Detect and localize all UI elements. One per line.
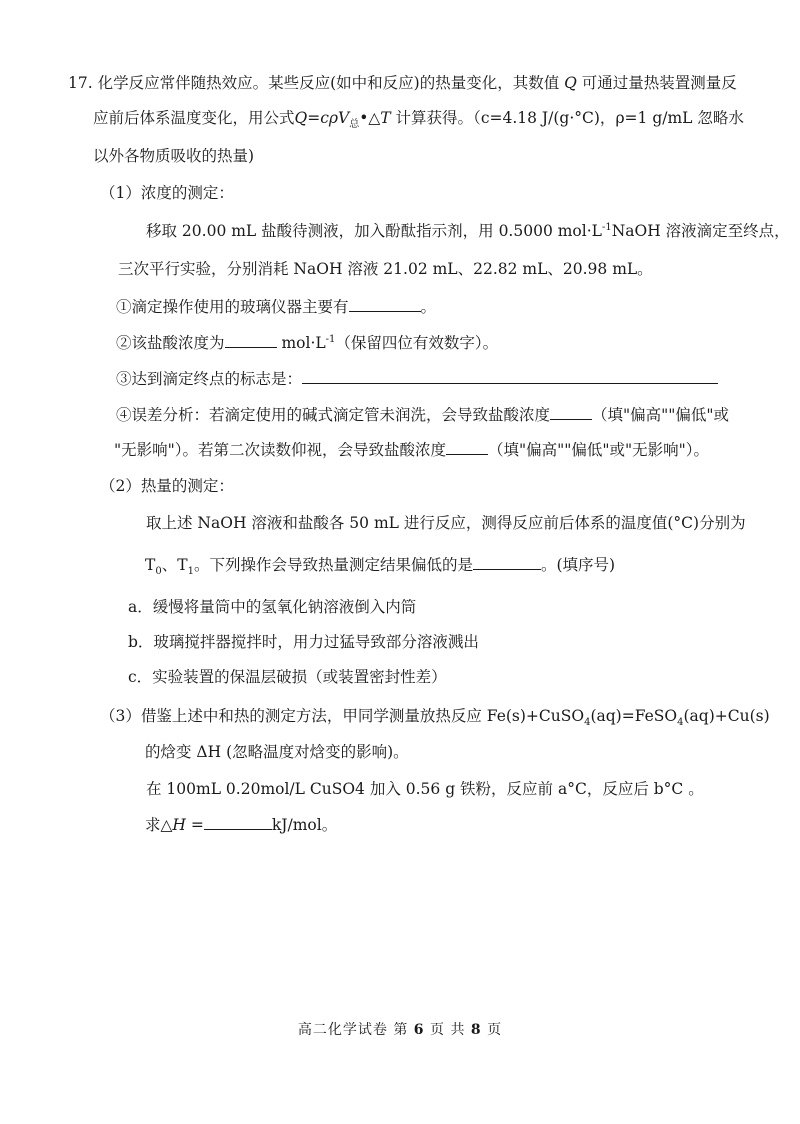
part2-para2: $T_0$、$T_1$。下列操作会导致热量测定结果偏低的是 。(填序号) (145, 556, 616, 578)
part1-sub4-line1: ④误差分析：若滴定使用的碱式滴定管未润洗，会导致盐酸浓度 （填"偏高""偏低"或 (116, 406, 730, 424)
part3-line4: 求△H = kJ/mol。 (145, 816, 338, 834)
answer-blank-error-reading[interactable] (446, 440, 488, 455)
temperature-t0: $T_0$ (145, 556, 162, 578)
part1-title: （1）浓度的测定： (100, 184, 234, 202)
part3-line1: （3）借鉴上述中和热的测定方法，甲同学测量放热反应 Fe(s)+CuSO$_4$(aq)=FeSO$_4$(aq)+Cu(s) (100, 707, 770, 729)
part2-option-b: b．玻璃搅拌器搅拌时，用力过猛导致部分溶液溅出 (128, 633, 479, 651)
density-constant: ρ=1 g/mL (615, 109, 693, 127)
q17-intro-line2: 应前后体系温度变化，用公式Q=cρV$_总$•△T 计算获得。（c=4.18 J/(g·°C)，ρ=1 g/mL 忽略水 (93, 109, 744, 131)
q17-intro-line1: 17. 化学反应常伴随热效应。某些反应(如中和反应)的热量变化，其数值 Q 可通过量热装置测量反 (68, 74, 737, 92)
page-number: 6 (413, 1022, 425, 1038)
part1-sub1: ①滴定操作使用的玻璃仪器主要有 。 (116, 298, 437, 316)
answer-blank-enthalpy[interactable] (204, 815, 272, 830)
part2-title: （2）热量的测定： (100, 477, 234, 495)
page-total: 8 (470, 1022, 482, 1038)
temperature-t1: $T_1$ (177, 556, 194, 578)
part1-para2: 三次平行实验，分别消耗 NaOH 溶液 21.02 mL、22.82 mL、20.98 mL。 (118, 260, 653, 278)
answer-blank-error-rinse[interactable] (550, 405, 592, 420)
part3-line3: 在 100mL 0.20mol/L CuSO4 加入 0.56 g 铁粉，反应前 a°C，反应后 b°C 。 (146, 780, 704, 798)
answer-blank-endpoint[interactable] (302, 369, 718, 384)
part1-para1: 移取 20.00 mL 盐酸待测液，加入酚酞指示剂，用 0.5000 $mol\cdot L^{-1}NaOH$ 溶液滴定至终点， (146, 221, 790, 240)
part2-para1: 取上述 NaOH 溶液和盐酸各 50 mL 进行反应，测得反应前后体系的温度值(°C)分别为 (146, 514, 746, 532)
answer-blank-concentration[interactable] (225, 333, 277, 348)
question-number: 17. (68, 74, 93, 92)
q17-intro-line3: 以外各物质吸收的热量) (93, 147, 255, 165)
answer-blank-heat-low[interactable] (473, 555, 541, 570)
part3-line2: 的焓变 ΔH (忽略温度对焓变的影响)。 (145, 743, 409, 761)
part1-sub3: ③达到滴定终点的标志是： (116, 369, 718, 389)
heat-formula: Q=cρV (294, 109, 350, 127)
part2-option-c: c．实验装置的保温层破损（或装置密封性差） (128, 668, 447, 686)
part1-sub4-line2: "无影响"）。若第二次读数仰视，会导致盐酸浓度 （填"偏高""偏低"或"无影响"）。 (114, 441, 710, 459)
specific-heat-constant: c=4.18 J/(g·°C) (480, 109, 600, 127)
answer-blank-glassware[interactable] (349, 297, 421, 312)
page-footer: 高二化学试卷 第 6 页 共 8 页 (297, 1022, 503, 1038)
part1-sub2: ②该盐酸浓度为 $mol\cdot L^{-1}$（保留四位有效数字）。 (116, 333, 499, 352)
part2-option-a: a．缓慢将量筒中的氢氧化钠溶液倒入内筒 (128, 598, 417, 616)
